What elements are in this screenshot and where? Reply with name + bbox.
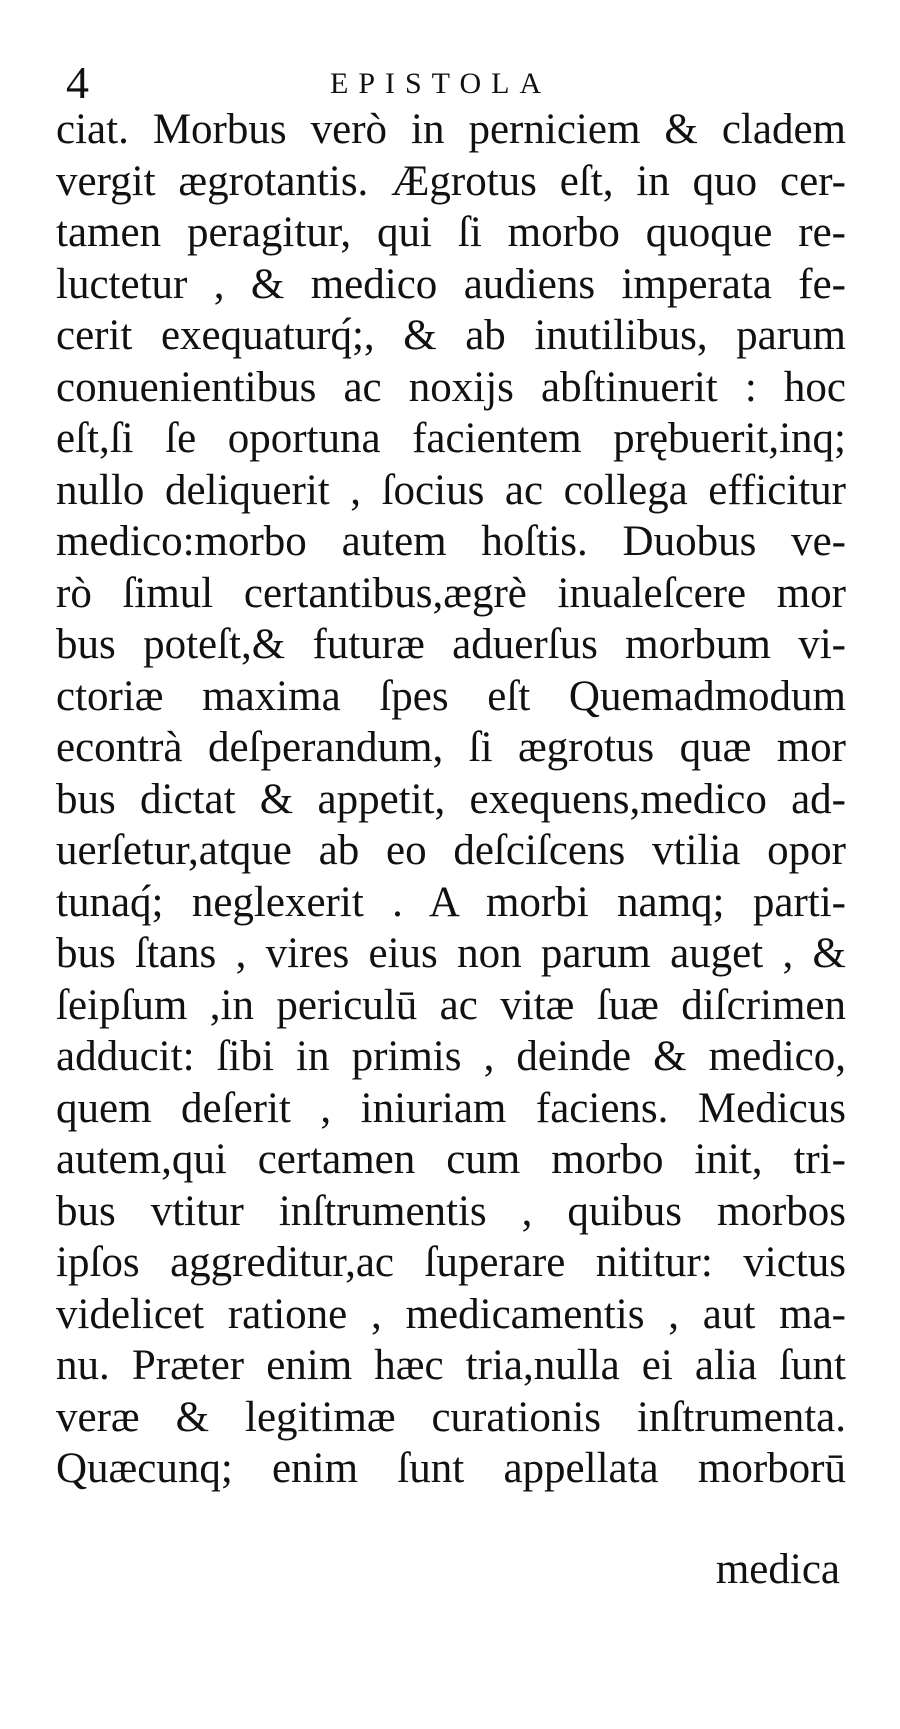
text-line: bus vtitur inſtrumentis , quibus morbos <box>56 1187 846 1235</box>
text-line: tunaq́; neglexerit . A morbi namq; parti- <box>56 878 846 926</box>
running-head: EPISTOLA <box>330 67 552 100</box>
text-line: nullo deliquerit , ſocius ac collega efficitur <box>56 466 846 514</box>
text-line: cerit exequaturq́;, & ab inutilibus, parum <box>56 312 846 359</box>
text-line: videlicet ratione , medicamentis , aut ma- <box>56 1290 846 1338</box>
text-line: ipſos aggreditur,ac ſuperare nititur: victus <box>56 1239 846 1286</box>
text-line: luctetur , & medico audiens imperata fe- <box>56 260 846 308</box>
text-line: conuenientibus ac noxijs abſtinuerit : hoc <box>56 363 846 411</box>
text-line: tamen peragitur, qui ſi morbo quoque re- <box>56 209 846 256</box>
text-line: medico:morbo autem hoſtis. Duobus ve- <box>56 518 846 565</box>
text-line: uerſetur,atque ab eo deſciſcens vtilia opor <box>56 827 846 874</box>
text-line: econtrà deſperandum, ſi ægrotus quæ mor <box>56 724 846 771</box>
text-line: rò ſimul certantibus,ægrè inualeſcere mor <box>56 569 846 617</box>
text-line: autem,qui certamen cum morbo init, tri- <box>56 1136 846 1183</box>
text-line: Quæcunq; enim ſunt appellata morborū <box>56 1445 846 1492</box>
text-line: veræ & legitimæ curationis inſtrumenta. <box>56 1393 846 1441</box>
text-line: adducit: ſibi in primis , deinde & medico, <box>56 1033 846 1080</box>
body-text <box>56 104 846 1495</box>
catchword: medica <box>715 1546 840 1593</box>
text-line: quem deſerit , iniuriam faciens. Medicus <box>56 1084 846 1132</box>
page-header <box>60 58 850 108</box>
text-line: nu. Præter enim hæc tria,nulla ei alia ſunt <box>56 1342 846 1389</box>
text-line: ciat. Morbus verò in perniciem & cladem <box>56 106 846 153</box>
text-line: ctoriæ maxima ſpes eſt Quemadmodum <box>56 672 846 720</box>
text-line: bus dictat & appetit, exequens,medico ad- <box>56 775 846 823</box>
text-line: vergit ægrotantis. Ægrotus eſt, in quo cer- <box>56 157 846 205</box>
page-number: 4 <box>66 57 89 108</box>
text-line: bus ſtans , vires eius non parum auget , & <box>56 930 846 977</box>
text-line: ſeipſum ,in periculū ac vitæ ſuæ diſcrimen <box>56 981 846 1029</box>
text-line: bus poteſt,& futuræ aduerſus morbum vi- <box>56 621 846 668</box>
text-line: eſt,ſi ſe oportuna facientem prębuerit,inq; <box>56 415 846 462</box>
